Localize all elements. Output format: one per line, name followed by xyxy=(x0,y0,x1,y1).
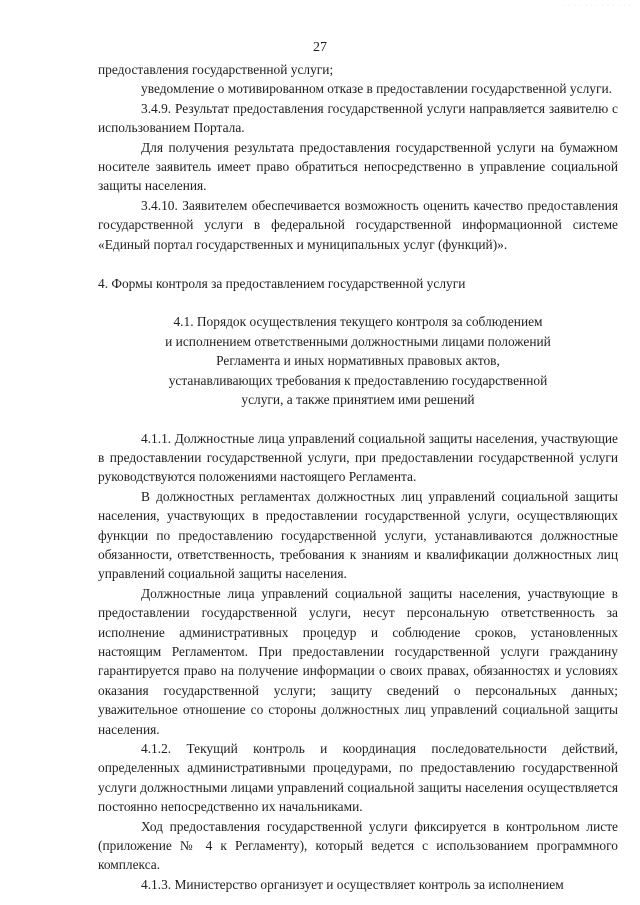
paragraph: 4.1.3. Министерство организует и осуществляет контроль за исполнением xyxy=(141,876,564,892)
paragraph: В должностных регламентах должностных лиц управлений социальной защиты населения, участвующих в предоставлении государственной услуги, осуществляющих функции по предоставлению государственной услуги, устанавливаются должностные обязанности, ответственность, требования к знаниям и квалификации должностных лиц управлений социальной защиты населения. xyxy=(98,488,618,582)
page-number: 27 xyxy=(313,40,327,55)
subsection-title-line: устанавливающих требования к предоставлению государственной xyxy=(168,372,548,388)
document-body xyxy=(98,60,618,894)
paragraph: предоставления государственной услуги; xyxy=(98,62,334,77)
paragraph: Должностные лица управлений социальной защиты населения, участвующие в предоставлении государственной услуги, несут персональную ответственность за исполнение административных процедур и соблюдение сроков, установленных настоящим Регламентом. При предоставлении государственной услуги гражданину гарантируется право на получение информации о своих правах, обязанностях и условиях оказания государственной услуги; защиту сведений о персональных данных; уважительное отношение со стороны должностных лиц управлений социальной защиты населения. xyxy=(98,585,618,737)
paragraph: 3.4.10. Заявителем обеспечивается возможность оценить качество предоставления государственной услуги в федеральной государственной информационной системе «Единый портал государственных и муниципальных услуг (функций)». xyxy=(98,197,618,252)
paragraph: 3.4.9. Результат предоставления государственной услуги направляется заявителю с использованием Портала. xyxy=(98,100,618,136)
paragraph: Для получения результата предоставления государственной услуги на бумажном носителе заявитель имеет право обратиться непосредственно в управление социальной защиты населения. xyxy=(98,139,618,194)
section-title: 4. Формы контроля за предоставлением государственной услуги xyxy=(98,276,466,292)
subsection-title-line: Регламента и иных нормативных правовых актов, xyxy=(216,353,500,369)
subsection-title-line: услуги, а также принятием ими решений xyxy=(241,392,475,408)
subsection-title xyxy=(98,312,618,409)
paragraph: 4.1.2. Текущий контроль и координация последовательности действий, определенных административными процедурами, по предоставлению государственной услуги должностными лицами управлений социальной защиты населения осуществляется постоянно непосредственно их начальниками. xyxy=(98,741,618,815)
paragraph: уведомление о мотивированном отказе в предоставлении государственной услуги. xyxy=(141,81,612,97)
subsection-title-line: и исполнением ответственными должностными лицами положений xyxy=(165,333,551,349)
paragraph: Ход предоставления государственной услуги фиксируется в контрольном листе (приложение № 4 к Регламенту), который ведется с использованием программного комплекса. xyxy=(98,818,618,873)
scan-corner-mark: · · · · · · · · · · · · · xyxy=(563,3,632,9)
subsection-title-line: 4.1. Порядок осуществления текущего контроля за соблюдением xyxy=(173,314,543,330)
paragraph: 4.1.1. Должностные лица управлений социальной защиты населения, участвующие в предоставлении государственной услуги, при предоставлении государственной услуги руководствуются положениями настоящего Регламента. xyxy=(98,430,618,485)
